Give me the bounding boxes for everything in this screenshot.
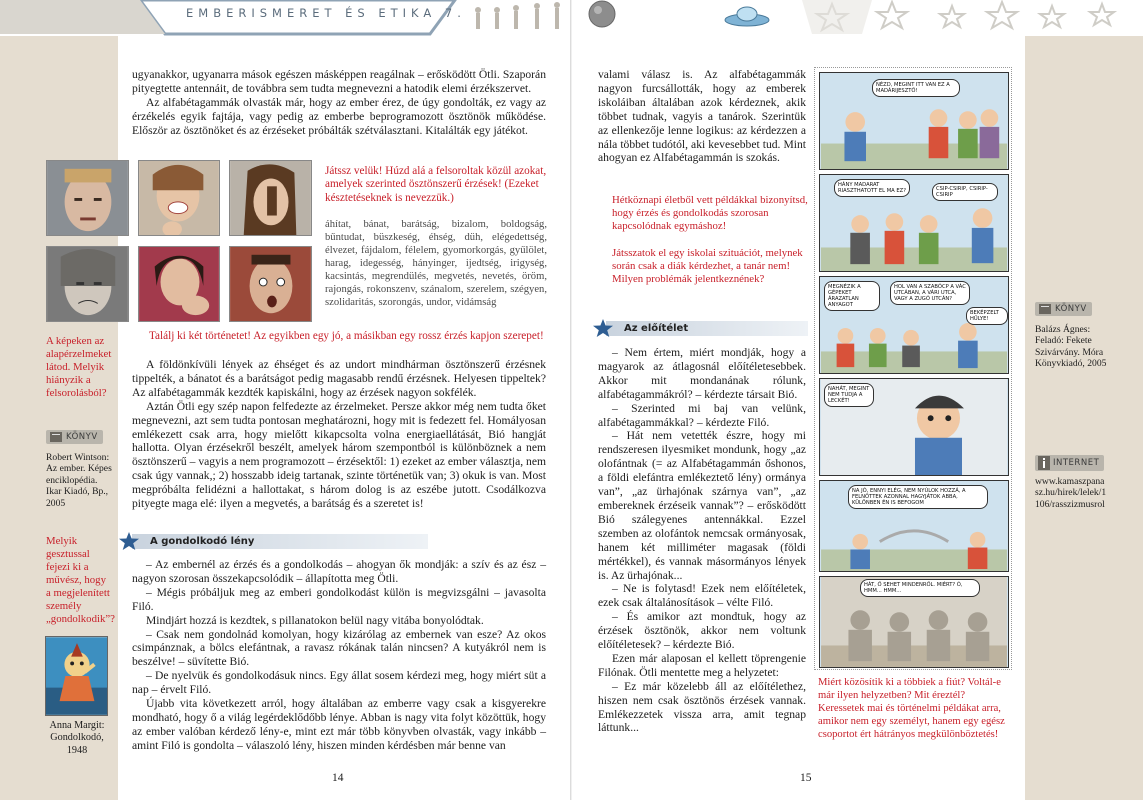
painting-thinker bbox=[45, 636, 108, 716]
left-sec-p3: Mindjárt hozzá is kezdtek, s pillanatokon belül nagy vitába bonyolódtak. bbox=[146, 613, 484, 627]
section-header-prejudice bbox=[592, 318, 808, 338]
left-sec-p4: – Csak nem gondolnád komolyan, hogy kizárólag az embernek van esze? Az okos csimpánznak, a bölcs elefántnak, a ravasz rókának talán nincsen? A kutyákról nem is beszélve! – süvítette Bió. bbox=[132, 627, 546, 669]
task-everyday: Hétköznapi életből vett példákkal bizonyítsd, hogy érzés és gondolkodás szorosan kapcsolódnak egymáshoz! bbox=[612, 194, 808, 232]
bubble-4: MEGNÉZIK A GÉPEKET ÁRAZATLAN ANYAGOT bbox=[824, 281, 880, 311]
comic-panel-6 bbox=[819, 576, 1009, 668]
left-sec-p2: – Mégis próbáljuk meg az emberi gondolkodást külön is megvizsgálni – javasolta Filó. bbox=[132, 585, 546, 613]
evolution-silhouettes-icon bbox=[475, 2, 560, 29]
header-band-left bbox=[0, 0, 571, 38]
right-p4: – Ne is folytasd! Ezek nem előítéletek, ezek csak általánosítások – vélte Filó. bbox=[598, 582, 806, 610]
book-title: EMBERISMERET ÉS ETIKA 7. bbox=[186, 6, 466, 20]
right-p2: – Szerinted mi baj van velünk, alfabétagammákkal? – kérdezte Filó. bbox=[598, 401, 806, 429]
internet-label: INTERNET bbox=[1053, 458, 1100, 468]
right-section-text bbox=[598, 346, 806, 735]
section-title-right: Az előítélet bbox=[624, 322, 689, 334]
right-sidebar bbox=[1025, 36, 1143, 800]
painting-caption: Anna Margit: Gondolkodó, 1948 bbox=[49, 720, 105, 756]
section-header-thinking-being bbox=[118, 531, 428, 551]
book-ref-right: Balázs Ágnes: Feladó: Fekete Szivárvány. Móra Könyvkiadó, 2005 bbox=[1035, 324, 1107, 370]
task-instincts: Játssz velük! Húzd alá a felsoroltak közül azokat, amelyek szerinted ösztönszerű érzések! (Ezeket késztetéseknek is nevezzük.) bbox=[325, 165, 547, 204]
photo-thinking-woman bbox=[138, 246, 220, 322]
left-mid-p1: A földönkívüli lények az éhséget és az undort mindhárman ösztönszerű érzésnek tippelték, a bánatot és a barátságot pedig magasabb rendű érzésnek. Helyesen tippeltek? Az alfabétagammák kezdték kapiskálni, hogy az érzések nagyon sokfélék. bbox=[132, 358, 546, 399]
left-sec-p5: – De nyelvük és gondolkodásuk nincs. Egy állat sosem kérdezi meg, hogy miért süt a nap – érvelt Filó. bbox=[132, 669, 546, 697]
comic-panel-1 bbox=[819, 72, 1009, 170]
photo-laughing-woman bbox=[138, 160, 220, 236]
left-section-text bbox=[132, 558, 546, 753]
book-tag-right bbox=[1035, 302, 1092, 316]
internet-tag bbox=[1035, 455, 1104, 471]
bubble-6: BEKÉPZELT HÜLYE! bbox=[966, 307, 1008, 325]
right-p5: – És amikor azt mondtuk, hogy az érzések ösztönök, akkor nem voltunk előítéletesek? – kérdezte Bió. bbox=[598, 610, 806, 652]
right-p1: – Nem értem, miért mondják, hogy a magyarok az átlagosnál előítéletesebbek. Akkor mit mondanának rólunk, alfabétagammákról? – kérdezte társait Bió. bbox=[598, 346, 806, 401]
comic-caption: Miért közösítik ki a többiek a fiút? Voltál-e már ilyen helyzetben? Mit éreztél? Keressetek mai és történelmi példákat arra, amikor nem egy személyt, hanem egy egész csoportot ért hátrányos megkülönböztetés! bbox=[818, 677, 1005, 740]
task-school-play: Játsszatok el egy iskolai szituációt, melynek során csak a diák kérdezhet, a tanár nem! Milyen problémák jelentkeznének? bbox=[612, 247, 803, 285]
info-icon bbox=[1038, 456, 1050, 470]
book-tag-left bbox=[46, 430, 103, 444]
section-title-left: A gondolkodó lény bbox=[150, 535, 255, 547]
bubble-7: NAHÁT, MEGINT NEM TUDJA A LECKÉT! bbox=[824, 383, 874, 407]
comic-panel-5 bbox=[819, 480, 1009, 572]
comic-panel-2 bbox=[819, 174, 1009, 272]
bubble-2: HÁNY MADARAT RIASZTHATOTT EL MA EZ? bbox=[834, 179, 910, 197]
comic-panel-4 bbox=[819, 378, 1009, 476]
bubble-9: HÁT, Ő SEHET MINDENRŐL. MIÉRT? Ó, HMM... HMM... bbox=[860, 579, 980, 597]
left-intro bbox=[132, 68, 546, 138]
right-p6: Ezen már alaposan el kellett töprengenie Filónak. Ötli mentette meg a helyzetet: bbox=[598, 651, 806, 679]
book-icon bbox=[49, 431, 63, 443]
book-label-right: KÖNYV bbox=[1055, 304, 1087, 314]
photo-sad-girl bbox=[229, 160, 312, 236]
bubble-1: NÉZD, MEGINT ITT VAN EZ A MADÁRIJESZTŐ! bbox=[872, 79, 960, 97]
left-intro-p1: ugyanakkor, ugyanarra mások egészen másképpen reagálnak – erősködött Ötli. Szaporán pityegtette antennáit, de továbbra sem tudta megnevezni a hatodik elemi érzékszervet. bbox=[132, 68, 546, 95]
bubble-8: NA JÓ, ENNYI ELÉG, NEM NYÚLOK HOZZÁ, A FELNŐTTEK AZONNAL HAGYJÁTOK ABBA, KÜLÖNBEN ÉN IS BEFOGOM bbox=[848, 485, 988, 509]
photo-angry-boy bbox=[46, 160, 129, 236]
bubble-5: HOL VAN A SZABÓCP A VÁC UTCÁBAN, A VÁRI UTCA, VAGY A ZUGÓ UTCÁN? bbox=[890, 281, 970, 305]
side-note-missing-emotion: A képeken az alapérzelmeket látod. Melyik hiányzik a felsorolásból? bbox=[46, 335, 112, 399]
comic-strip bbox=[814, 67, 1012, 670]
book-icon bbox=[1038, 303, 1052, 315]
emotions-list: áhítat, bánat, barátság, bizalom, boldogság, bűntudat, büszkeség, éhség, düh, elégedettség, élvezet, fájdalom, félelem, gyomorkorgás, gyűlölet, harag, idegesség, hányinger, ijedtség, irigység, kacsintás, megrendülés, megvetés, nevetés, öröm, rajongás, rokonszenv, szánalom, szerelem, szégyen, szolidaritás, szorongás, undor, vidámság bbox=[325, 219, 547, 308]
left-mid-p2: Aztán Ötli egy szép napon felfedezte az érzelmeket. Persze akkor még nem tudta őket megnevezni, azt sem tudta pontosan meghatározni, hogy mit is fedezett fel. Homályosan emlékezett csak arra, hogy mielőtt kikapcsolta volna energiaellátását, Bió hangját hallotta. Olyan érzésekről beszélt, amelyek három szempontból is különböznek a nem ösztönszerű – vagyis a nem programozott – érzésektől: 1) ezeket az ember választja, nem csak úgy vannak,; 2) hosszabb ideig tartanak, szinte történetük van; 3) okuk is van. Most megpróbálta felidézni a hallottakat, s három dolog is az eszébe jutott. Csodálkozva pityegte maga elé: ilyen a megvetés, a barátság és a szeretet is! bbox=[132, 399, 546, 511]
photo-disgusted-girl bbox=[46, 246, 129, 322]
photo-surprised-man bbox=[229, 246, 312, 322]
book-label-left: KÖNYV bbox=[66, 432, 98, 442]
header-decor-right bbox=[572, 0, 1143, 40]
page-number-left: 14 bbox=[332, 772, 344, 784]
left-sec-p1: – Az embernél az érzés és a gondolkodás – ahogyan ők mondják: a szív és az ész – nagyon szorosan összekapcsolódik – állapította meg Ötli. bbox=[132, 558, 546, 585]
side-note-gesture: Melyik gesztussal fejezi ki a művész, hogy a megjelenített személy „gondolkodik”? bbox=[46, 535, 115, 625]
right-intro: valami válasz is. Az alfabétagammák nagyon furcsállották, hogy az emberek iskoláiban általában azok kérdeznek, akik többet tudnak, vagyis a tanárok. Szerintük az ellenkezője lenne logikus: az kérdezzen a nála többet tudótól, aki kevesebbet tud. Mint ahogyan ez Alfabétagammán is szokás. bbox=[598, 68, 806, 165]
right-p7: – Ez már közelebb áll az előítélethez, hiszen nem csak ösztönös érzések vannak. Emlékezzetek vissza arra, amit tegnap láttunk... bbox=[598, 679, 806, 735]
left-mid-text bbox=[132, 358, 546, 511]
left-sec-p6: Újabb vita következett arról, hogy általában az emberre vagy csak a kisgyerekre mondható, hogy ő a világ legérdeklődőbb lénye. Abban is nagy vita folyt közöttük, hogy az ember valóban kérdező lény-e, mint ezt már több könyvben olvasták, vagy inkább – amint Filó is gondolta – válaszoló lény, hiszen minden kérdésben már benne van bbox=[132, 697, 546, 752]
comic-panel-3 bbox=[819, 276, 1009, 374]
left-page bbox=[0, 0, 571, 800]
left-intro-p2: Az alfabétagammák olvasták már, hogy az ember érez, de úgy gondolták, ez vagy az érzékelés egyik fajtája, vagy pedig az emberbe beprogramozott ösztönök működése. Először az ösztönöket és az érzéseket próbálták szétválasztani. Kitalálták egy játékot. bbox=[132, 95, 546, 137]
bubble-3: CSIP-CSIRIP, CSIRIP-CSIRIP bbox=[932, 183, 998, 201]
internet-ref: www.kamaszpanasz.hu/hirek/lelek/1106/rasszizmusrol bbox=[1035, 476, 1107, 510]
book-ref-left: Robert Wintson: Az ember. Képes enciklopédia. Ikar Kiadó, Bp., 2005 bbox=[46, 452, 112, 509]
photo-task: Találj ki két történetet! Az egyikben egy jó, a másikban egy rossz érzés kapjon szerepet! bbox=[149, 330, 544, 342]
right-p3: – Hát nem vetették észre, hogy mi rendszeresen ilyesmiket mondunk, hogy „az olofántnak (= az Alfabétagammán őshonos, a földi elefántra emlékeztető lény) ormánya van”, „az ürhajónak szárnya van”, „az embereknek érzéseik vannak”? – erősködött Bió szálegyenes antennákkal. Ezzel szemben az olofántok nemcsak ormányosak, hanem két milliméter magasak (földi mértékkel), és vannak másormányos lények is. Az ürhajónak... bbox=[598, 429, 806, 582]
page-number-right: 15 bbox=[800, 772, 812, 784]
